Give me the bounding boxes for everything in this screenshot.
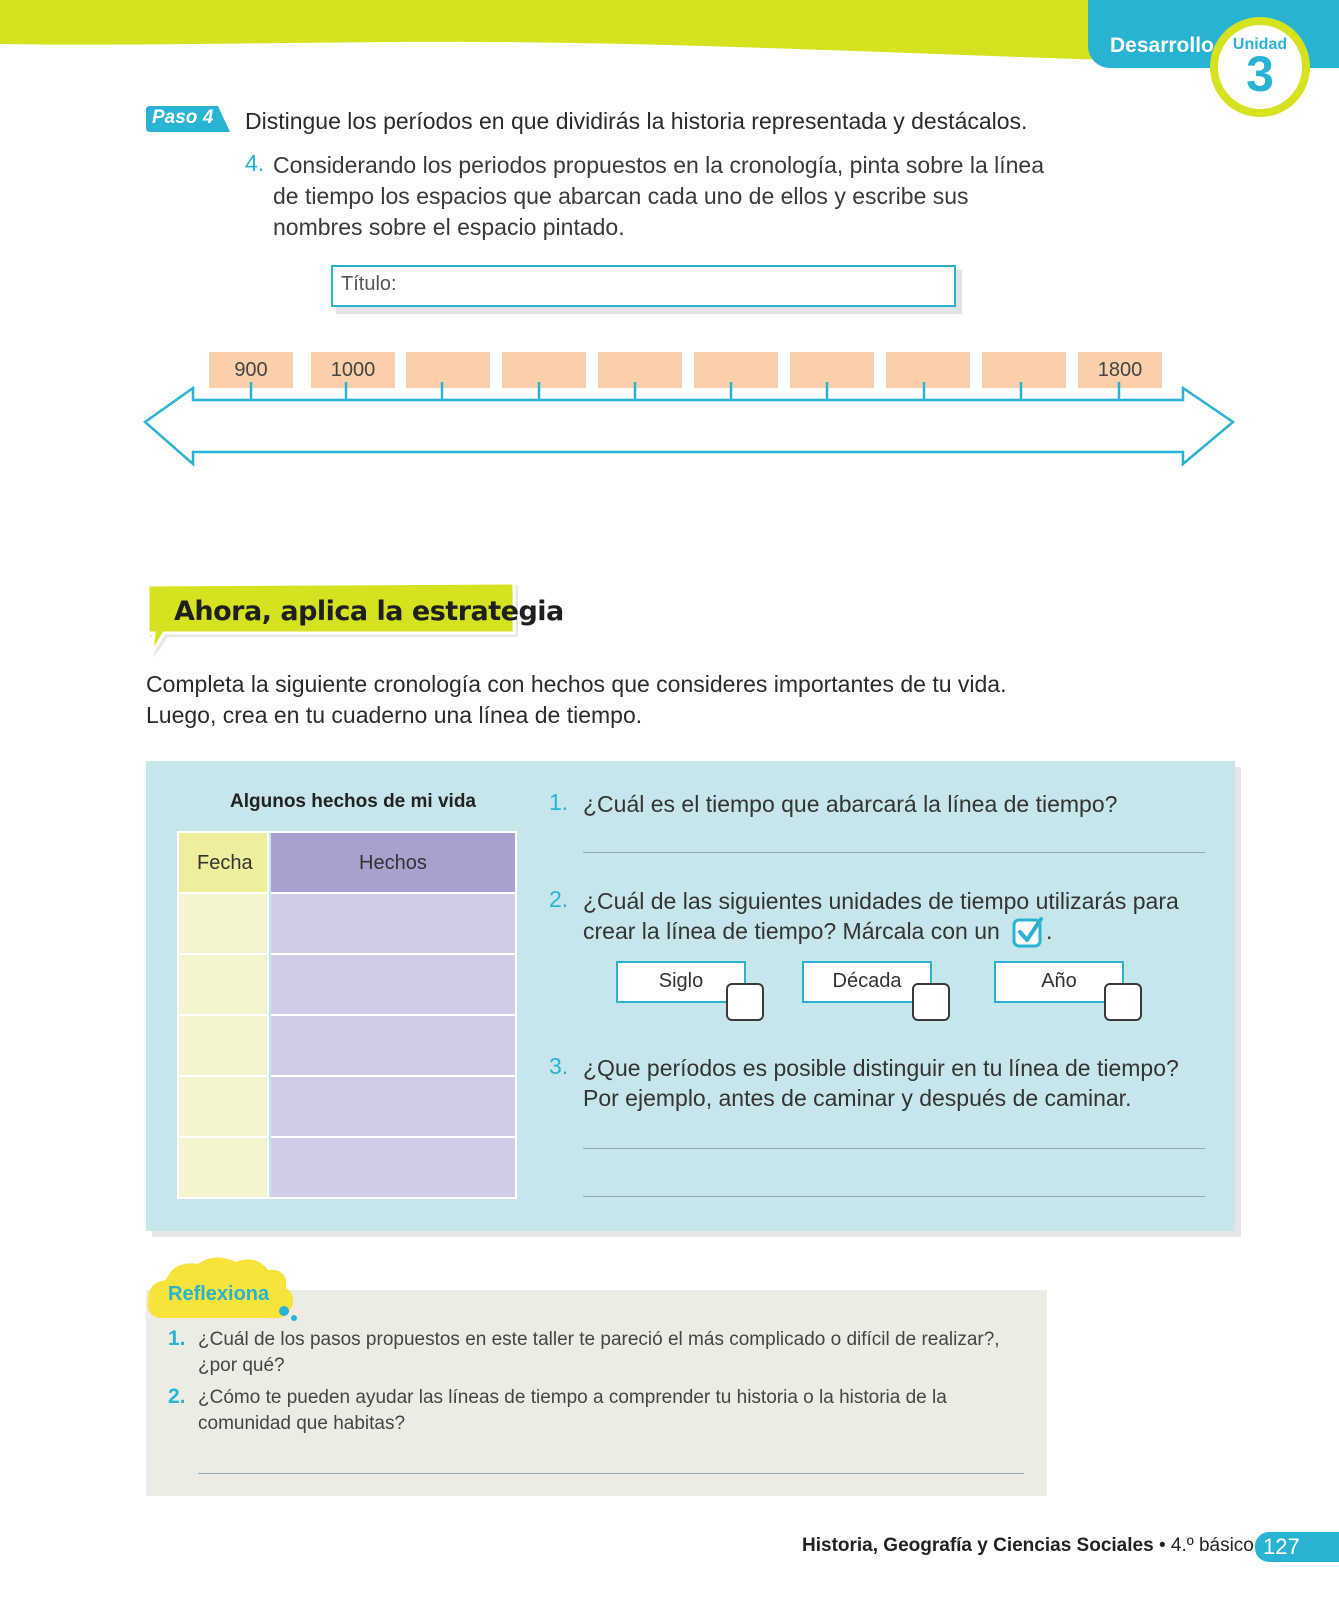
table-row[interactable] xyxy=(179,1077,515,1138)
date-cell[interactable] xyxy=(179,1016,269,1077)
page-number: 127 xyxy=(1255,1532,1339,1562)
activity-q3-line-2: Por ejemplo, antes de caminar y después de caminar. xyxy=(583,1085,1132,1111)
unit-badge xyxy=(1210,17,1310,117)
answer-line[interactable] xyxy=(198,1473,1024,1474)
year-box[interactable]: 1000 xyxy=(311,352,395,388)
checkbox-check-icon xyxy=(1012,916,1044,948)
life-table-title: Algunos hechos de mi vida xyxy=(230,791,476,812)
fact-cell[interactable] xyxy=(271,955,515,1016)
activity-q1-number: 1. xyxy=(549,789,569,815)
activity-q3-line-1: ¿Que períodos es posible distinguir en tu línea de tiempo? xyxy=(583,1055,1179,1081)
fact-cell[interactable] xyxy=(271,1138,515,1199)
unit-number: 3 xyxy=(1246,46,1274,102)
reflect-q1-number: 1. xyxy=(168,1327,186,1350)
option-checkbox[interactable] xyxy=(726,983,764,1021)
option-label: Año xyxy=(1041,970,1077,992)
table-row[interactable] xyxy=(179,1016,515,1077)
table-row[interactable] xyxy=(179,955,515,1016)
activity-q2-end: . xyxy=(1046,918,1053,944)
table-row[interactable] xyxy=(179,894,515,955)
step-badge-label: Paso 4 xyxy=(152,107,214,128)
option-checkbox[interactable] xyxy=(912,983,950,1021)
activity-q1-text: ¿Cuál es el tiempo que abarcará la línea de tiempo? xyxy=(583,791,1118,817)
question-4-number: 4. xyxy=(245,150,265,176)
section-label: Desarrollo xyxy=(1110,34,1214,57)
fact-cell[interactable] xyxy=(271,894,515,955)
intro-line-2: Luego, crea en tu cuaderno una línea de tiempo. xyxy=(146,702,643,728)
activity-q2-number: 2. xyxy=(549,886,569,912)
activity-q3-number: 3. xyxy=(549,1053,569,1079)
reflect-q1-line-2: ¿por qué? xyxy=(198,1355,285,1376)
activity-q2-line-2: crear la línea de tiempo? Márcala con un xyxy=(583,918,1000,944)
date-cell[interactable] xyxy=(179,955,269,1016)
answer-line[interactable] xyxy=(583,1148,1205,1149)
footer-subject xyxy=(802,1535,1254,1557)
timeline-arrow xyxy=(143,352,1238,470)
option-label: Siglo xyxy=(658,970,704,992)
activity-q2-line-1: ¿Cuál de las siguientes unidades de tiempo utilizarás para xyxy=(583,888,1179,914)
reflect-q2-line-1: ¿Cómo te pueden ayudar las líneas de tiempo a comprender tu historia o la historia de la xyxy=(198,1387,947,1408)
answer-line[interactable] xyxy=(583,1196,1205,1197)
strategy-title: Ahora, aplica la estrategia xyxy=(174,596,564,627)
footer-subject-name: Historia, Geografía y Ciencias Sociales xyxy=(802,1535,1154,1556)
year-box[interactable]: 1800 xyxy=(1078,352,1162,388)
reflect-q2-number: 2. xyxy=(168,1385,186,1408)
title-field[interactable] xyxy=(331,265,956,307)
col-facts-header: Hechos xyxy=(359,852,427,874)
step-heading: Distingue los períodos en que dividirás la historia representada y destácalos. xyxy=(245,108,1028,134)
table-row[interactable] xyxy=(179,1138,515,1199)
strategy-intro xyxy=(146,669,1146,731)
footer-grade: 4.º básico xyxy=(1170,1535,1254,1556)
answer-line[interactable] xyxy=(583,852,1205,853)
life-table xyxy=(177,831,517,1199)
reflect-q1-line-1: ¿Cuál de los pasos propuestos en este taller te pareció el más complicado o difícil de realizar?, xyxy=(198,1329,1000,1350)
question-4-text: Considerando los periodos propuestos en la cronología, pinta sobre la línea de tiempo los espacios que abarcan cada uno de ellos y escribe sus nombres sobre el espacio pintado. xyxy=(273,152,1045,240)
table-header-row xyxy=(179,833,515,894)
date-cell[interactable] xyxy=(179,1077,269,1138)
footer-bullet: • xyxy=(1158,1535,1166,1556)
year-box[interactable]: 900 xyxy=(209,352,293,388)
reflect-q2-line-2: comunidad que habitas? xyxy=(198,1413,406,1434)
col-date-header: Fecha xyxy=(197,852,253,874)
date-cell[interactable] xyxy=(179,1138,269,1199)
timeline xyxy=(143,352,1238,470)
option-checkbox[interactable] xyxy=(1104,983,1142,1021)
date-cell[interactable] xyxy=(179,894,269,955)
unit-word: Unidad xyxy=(1232,36,1288,53)
fact-cell[interactable] xyxy=(271,1016,515,1077)
option-label: Década xyxy=(832,970,902,992)
step-badge xyxy=(146,106,230,132)
fact-cell[interactable] xyxy=(271,1077,515,1138)
intro-line-1: Completa la siguiente cronología con hechos que consideres importantes de tu vida. xyxy=(146,671,1007,697)
title-label: Título: xyxy=(341,273,397,295)
reflect-title: Reflexiona xyxy=(168,1283,270,1305)
